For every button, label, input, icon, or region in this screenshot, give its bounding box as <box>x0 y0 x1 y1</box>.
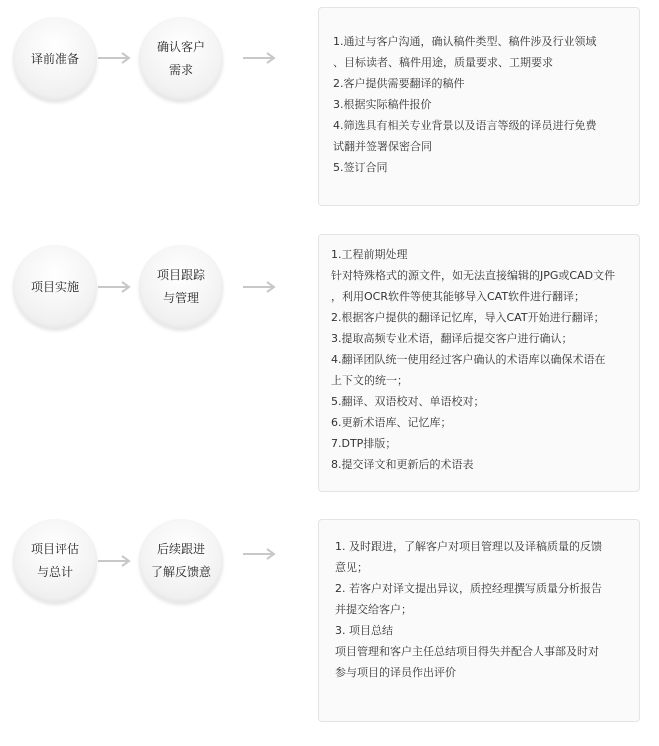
detail-line: 3.根据实际稿件报价 <box>333 98 432 111</box>
detail-line: 试翻并签署保密合同 <box>333 140 432 153</box>
stage-label-line: 与总计 <box>36 565 73 579</box>
detail-line: 8.提交译文和更新后的术语表 <box>331 458 474 471</box>
detail-line: 5.签订合同 <box>333 161 388 174</box>
detail-line: ，利用OCR软件等使其能够导入CAT软件进行翻译； <box>331 290 586 303</box>
stage-label: 译前准备 <box>30 51 79 66</box>
detail-line: 3. 项目总结 <box>335 624 393 637</box>
step-label-line: 后续跟进 <box>156 542 205 556</box>
detail-line: 、目标读者、稿件用途，质量要求、工期要求 <box>333 56 553 69</box>
detail-line: 4.筛选具有相关专业背景以及语言等级的译员进行免费 <box>333 119 597 132</box>
detail-line: 项目管理和客户主任总结项目得失并配合人事部及时对 <box>335 645 599 658</box>
details-panel-evaluation <box>318 519 640 722</box>
detail-line: 1.通过与客户沟通，确认稿件类型、稿件涉及行业领域 <box>333 35 597 48</box>
step-label-line: 项目跟踪 <box>156 268 205 282</box>
detail-line: 2.客户提供需要翻译的稿件 <box>333 77 465 90</box>
arrow-right-icon <box>98 280 132 294</box>
detail-line: 上下文的统一； <box>331 374 408 387</box>
details-panel-pre-translation <box>318 7 640 206</box>
step-label-line: 确认客户 <box>156 40 205 54</box>
step-circle-project-tracking <box>139 245 223 329</box>
step-label-line: 与管理 <box>162 291 199 305</box>
details-panel-implementation <box>318 234 640 492</box>
detail-line: 1.工程前期处理 <box>331 248 408 261</box>
arrow-right-icon <box>243 51 277 65</box>
detail-line: 2. 若客户对译文提出异议，质控经理撰写质量分析报告 <box>335 582 602 595</box>
stage-label-line: 项目评估 <box>30 542 79 556</box>
arrow-right-icon <box>98 554 132 568</box>
detail-line: 1. 及时跟进，了解客户对项目管理以及译稿质量的反馈 <box>335 540 602 553</box>
arrow-right-icon <box>243 547 277 561</box>
detail-line: 参与项目的译员作出评价 <box>335 666 456 679</box>
detail-line: 6.更新术语库、记忆库； <box>331 416 452 429</box>
detail-line: 5.翻译、双语校对、单语校对； <box>331 395 485 408</box>
step-circle-confirm-requirements <box>139 17 223 101</box>
detail-line: 4.翻译团队统一使用经过客户确认的术语库以确保术语在 <box>331 353 606 366</box>
detail-line: 3.提取高频专业术语，翻译后提交客户进行确认； <box>331 332 573 345</box>
step-label-line: 需求 <box>168 63 193 77</box>
stage-label: 项目实施 <box>30 279 79 294</box>
stage-circle-pre-translation <box>13 17 97 101</box>
stage-circle-implementation <box>13 245 97 329</box>
arrow-right-icon <box>243 280 277 294</box>
detail-line: 针对特殊格式的源文件，如无法直接编辑的JPG或CAD文件 <box>331 269 616 282</box>
detail-line: 并提交给客户； <box>335 603 412 616</box>
stage-circle-evaluation <box>13 519 97 603</box>
detail-line: 意见； <box>335 561 368 574</box>
detail-line: 7.DTP排版； <box>331 437 397 450</box>
arrow-right-icon <box>98 51 132 65</box>
step-circle-follow-up <box>139 519 223 603</box>
detail-line: 2.根据客户提供的翻译记忆库，导入CAT开始进行翻译； <box>331 311 605 324</box>
step-label-line: 了解反馈意 <box>150 565 211 579</box>
